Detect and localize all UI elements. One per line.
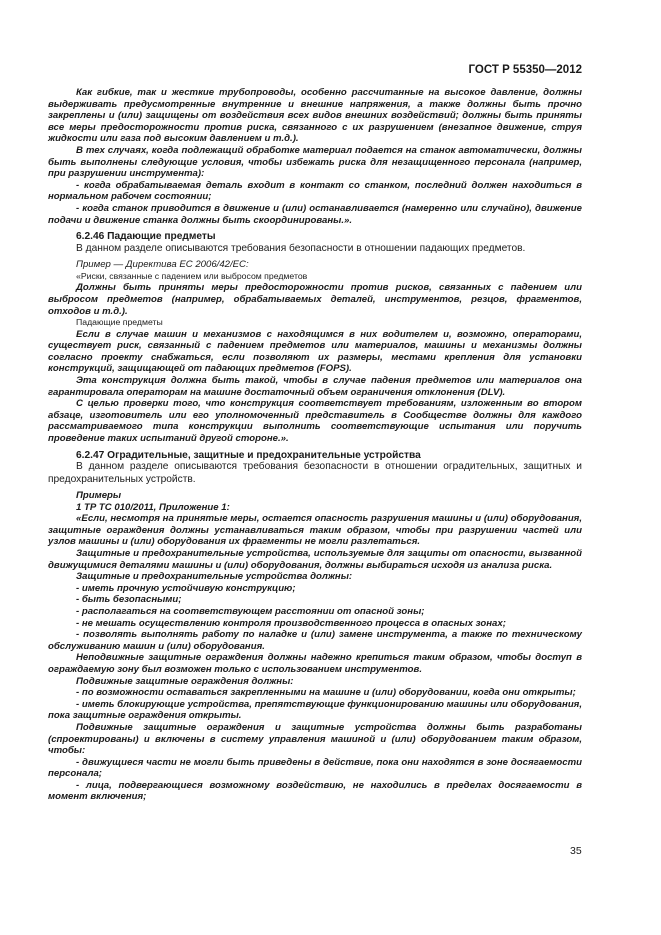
paragraph: - позволять выполнять работу по наладке и (или) замене инструмента, а также по техническому обслуживанию машин и (или) оборудования. bbox=[48, 629, 582, 652]
paragraph: В данном разделе описываются требования безопасности в отношении оградительных, защитных и предохранительных устройств. bbox=[48, 461, 582, 485]
paragraph: Примеры bbox=[76, 490, 122, 502]
paragraph: Падающие предметы bbox=[76, 317, 163, 328]
paragraph: Должны быть приняты меры предосторожности против рисков, связанных с падением или выбросом предметов (например, обрабатываемых деталей, инструментов, резцов, фрагментов, отходов и т.д.). bbox=[48, 282, 582, 317]
paragraph: Неподвижные защитные ограждения должны надежно крепиться таким образом, чтобы доступ в ограждаемую зону был возможен только с использованием инструментов. bbox=[48, 652, 582, 675]
page-number: 35 bbox=[570, 845, 582, 857]
paragraph: - быть безопасными; bbox=[76, 594, 182, 606]
paragraph: В тех случаях, когда подлежащий обработке материал подается на станок автоматически, должны быть выполнены следующие условия, чтобы избежать риска для незащищенного персонала (например, при разрушении инструмента): bbox=[48, 144, 582, 180]
paragraph: - иметь прочную устойчивую конструкцию; bbox=[76, 582, 296, 594]
paragraph: 1 ТР ТС 010/2011, Приложение 1: bbox=[76, 501, 230, 513]
paragraph: - располагаться на соответствующем расстоянии от опасной зоны; bbox=[76, 605, 425, 617]
paragraph: В данном разделе описываются требования безопасности в отношении падающих предметов. bbox=[76, 242, 526, 254]
paragraph: - когда обрабатываемая деталь входит в контакт со станком, последний должен находиться в нормальном рабочем состоянии; bbox=[48, 179, 582, 203]
paragraph: Пример — Директива ЕС 2006/42/ЕС: bbox=[76, 259, 249, 271]
section-heading: 6.2.46 Падающие предметы bbox=[76, 231, 216, 243]
paragraph: «Если, несмотря на принятые меры, остается опасность разрушения машины и (или) оборудования, защитные ограждения должны устанавливаться таким образом, чтобы при разрушении частей или узлов машины и (или) оборудования их фрагменты не могли разлетаться. bbox=[48, 513, 582, 548]
paragraph: Подвижные защитные ограждения должны: bbox=[76, 675, 294, 687]
paragraph: С целью проверки того, что конструкция соответствует требованиям, изложенным во втором абзаце, изготовитель или его уполномоченный представитель в Сообществе должны для каждого рассматриваемого типа конструкции выполнить соответствующие испытания или поручить проведение таких испытаний другой стороне.». bbox=[48, 398, 582, 445]
paragraph: - не мешать осуществлению контроля производственного процесса в опасных зонах; bbox=[76, 617, 506, 629]
paragraph: Подвижные защитные ограждения и защитные устройства должны быть разработаны (спроектированы) и включены в систему управления машиной и (или) оборудованием таким образом, чтобы: bbox=[48, 721, 582, 757]
paragraph: - по возможности оставаться закрепленными на машине и (или) оборудовании, когда они открыты; bbox=[76, 687, 576, 699]
paragraph: Эта конструкция должна быть такой, чтобы в случае падения предметов или материалов она гарантировала операторам на машине достаточный объем ограничения отклонения (DLV). bbox=[48, 375, 582, 398]
paragraph: Защитные и предохранительные устройства, используемые для защиты от опасности, вызванной движущимися деталями машины и (или) оборудования, должны выбираться исходя из анализа риска. bbox=[48, 548, 582, 571]
paragraph: - иметь блокирующие устройства, препятствующие функционированию машины или оборудования, пока защитные ограждения открыты. bbox=[48, 698, 582, 722]
paragraph: - движущиеся части не могли быть приведены в действие, пока они находятся в зоне досягаемости персонала; bbox=[48, 756, 582, 780]
paragraph: - когда станок приводится в движение и (или) останавливается (намеренно или случайно), движение подачи и движение станка должны быть скоординированы.». bbox=[48, 202, 582, 226]
paragraph: «Риски, связанные с падением или выбросом предметов bbox=[76, 270, 308, 281]
section-heading: 6.2.47 Оградительные, защитные и предохранительные устройства bbox=[76, 449, 421, 461]
paragraph: - лица, подвергающиеся возможному воздействию, не находились в пределах досягаемости в момент включения; bbox=[48, 779, 582, 803]
paragraph: Если в случае машин и механизмов с находящимся в них водителем и, возможно, операторами, существует риск, связанный с падением предметов или материалов, машины и механизмы должны согласно проекту снабжаться, если позволяют их размеры, местами крепления для установки конструкций, защищающей от падающих предметов (FOPS). bbox=[48, 328, 582, 375]
paragraph: Как гибкие, так и жесткие трубопроводы, особенно рассчитанные на высокое давление, должны выдерживать предусмотренные внутренние и внешние напряжения, а также должны быть прочно закреплены и (или) защищены от воздействия всех видов внешних воздействий; должны быть приняты все меры предосторожности против риска, связанного с их разрушением (внезапное движение, струя жидкости или газа под высоким давлением и т.д.). bbox=[48, 87, 582, 145]
paragraph: Защитные и предохранительные устройства должны: bbox=[76, 571, 353, 583]
document-body bbox=[48, 87, 582, 803]
document-header: ГОСТ Р 55350—2012 bbox=[468, 64, 582, 76]
